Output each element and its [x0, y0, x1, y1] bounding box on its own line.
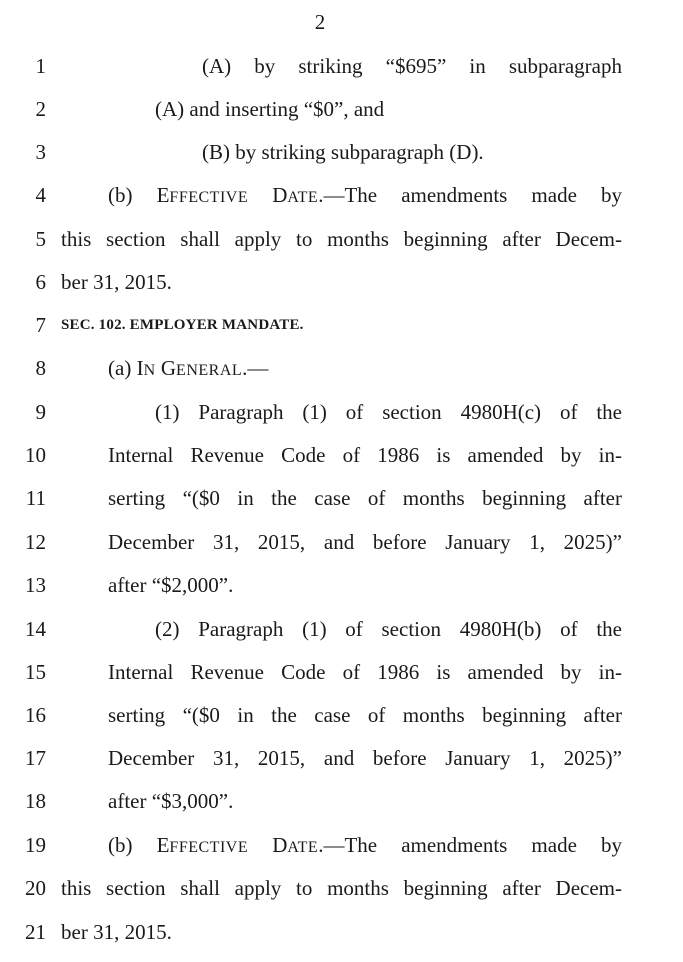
- document-line: [0, 570, 683, 600]
- line-number: 5: [35, 227, 46, 251]
- document-line: [0, 137, 683, 167]
- small-caps-rest: FFECTIVE: [169, 839, 249, 856]
- small-caps-rest: ATE: [287, 839, 319, 856]
- line-number: 3: [35, 140, 46, 164]
- line-text: ber 31, 2015.: [61, 270, 172, 294]
- document-line: [0, 180, 683, 210]
- document-line: [0, 917, 683, 947]
- line-number: 15: [25, 660, 46, 684]
- small-caps-initial: D: [272, 183, 288, 207]
- small-caps-rest: ENERAL: [176, 362, 243, 379]
- document-line: [0, 397, 683, 427]
- line-number: 7: [35, 313, 46, 337]
- small-caps-initial: G: [160, 356, 177, 380]
- subsection-label: (b): [108, 833, 157, 857]
- line-text: (A) and inserting “$0”, and: [155, 97, 385, 121]
- document-line: [0, 224, 683, 254]
- document-line: [0, 527, 683, 557]
- line-number: 16: [25, 703, 46, 727]
- document-line: [0, 743, 683, 773]
- small-caps-rest: N: [143, 362, 156, 379]
- effective-date-heading: [108, 180, 622, 213]
- section-heading: SEC. 102. EMPLOYER MANDATE.: [61, 317, 304, 333]
- line-text: ber 31, 2015.: [61, 920, 172, 944]
- line-number: 14: [25, 617, 46, 641]
- line-number: 19: [25, 833, 46, 857]
- document-line: [0, 614, 683, 644]
- line-number: 11: [25, 486, 46, 510]
- line-number: 13: [25, 573, 46, 597]
- line-number: 6: [35, 270, 46, 294]
- line-text: December 31, 2015, and before January 1, 2025)”: [108, 746, 622, 770]
- document-line: [0, 51, 683, 81]
- line-number: 20: [25, 876, 46, 900]
- document-line: [0, 353, 683, 383]
- line-text: (B) by striking subparagraph (D).: [202, 140, 484, 164]
- document-line: [0, 310, 683, 340]
- line-text: this section shall apply to months beginning after Decem-: [61, 227, 622, 251]
- line-number: 4: [35, 183, 46, 207]
- small-caps-rest: FFECTIVE: [169, 189, 249, 206]
- heading-suffix: .—: [242, 356, 269, 380]
- subsection-label: (b): [108, 183, 157, 207]
- document-line: [0, 94, 683, 124]
- line-number: 17: [25, 746, 46, 770]
- document-line: [0, 786, 683, 816]
- effective-date-heading: [108, 830, 622, 863]
- document-line: [0, 657, 683, 687]
- line-text: December 31, 2015, and before January 1, 2025)”: [108, 530, 622, 554]
- document-line: [0, 483, 683, 513]
- document-line: [0, 440, 683, 470]
- in-general-heading: [108, 353, 328, 386]
- small-caps-rest: ATE: [287, 189, 319, 206]
- line-number: 10: [25, 443, 46, 467]
- small-caps-initial: E: [156, 183, 170, 207]
- heading-suffix: .—The amendments made by: [318, 183, 622, 207]
- small-caps-initial: I: [136, 356, 144, 380]
- subsection-label: (a): [108, 356, 137, 380]
- line-text: serting “($0 in the case of months beginning after: [108, 703, 622, 727]
- line-number: 21: [25, 920, 46, 944]
- page-number: 2: [314, 10, 326, 34]
- heading-suffix: .—The amendments made by: [318, 833, 622, 857]
- line-number: 9: [35, 400, 46, 424]
- line-text: this section shall apply to months beginning after Decem-: [61, 876, 622, 900]
- line-number: 18: [25, 789, 46, 813]
- small-caps-initial: E: [156, 833, 170, 857]
- document-line: [0, 700, 683, 730]
- line-text: after “$3,000”.: [108, 789, 234, 813]
- line-number: 12: [25, 530, 46, 554]
- line-number: 2: [35, 97, 46, 121]
- small-caps-initial: D: [272, 833, 288, 857]
- line-text: Internal Revenue Code of 1986 is amended by in-: [108, 443, 622, 467]
- document-line: [0, 873, 683, 903]
- document-line: [0, 830, 683, 860]
- document-line: [0, 267, 683, 297]
- line-text: (1) Paragraph (1) of section 4980H(c) of the: [155, 400, 622, 424]
- line-number: 8: [35, 356, 46, 380]
- line-text: serting “($0 in the case of months beginning after: [108, 486, 622, 510]
- line-number: 1: [35, 54, 46, 78]
- line-text: Internal Revenue Code of 1986 is amended by in-: [108, 660, 622, 684]
- line-text: (2) Paragraph (1) of section 4980H(b) of the: [155, 617, 622, 641]
- line-text: after “$2,000”.: [108, 573, 234, 597]
- line-text: (A) by striking “$695” in subparagraph: [202, 54, 622, 78]
